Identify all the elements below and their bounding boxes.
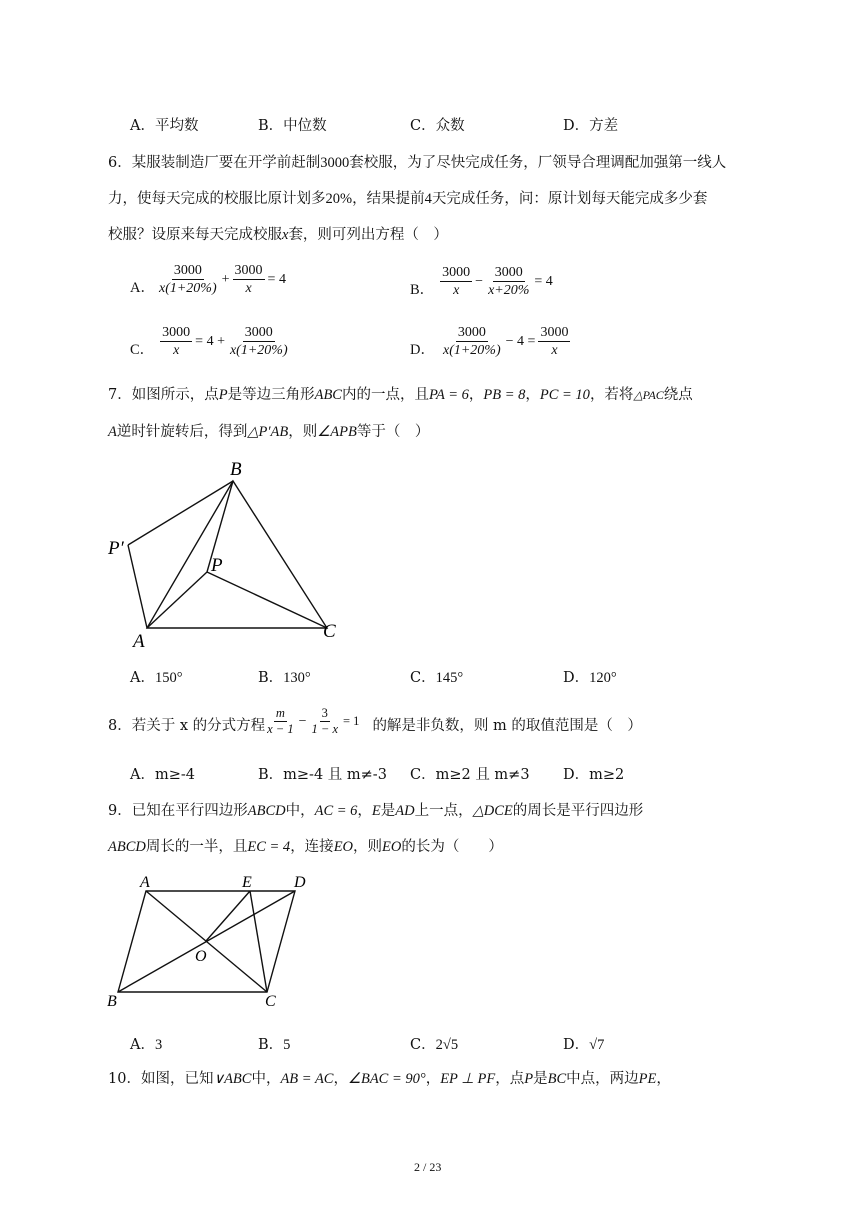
- label-p: P: [211, 555, 223, 576]
- label-a: A: [140, 874, 150, 891]
- label-c: C: [323, 621, 336, 642]
- q7-line-2: A逆时针旋转后，得到△P′AB，则∠APB等于（ ）: [108, 424, 430, 440]
- q9-line-1: 9．已知在平行四边形ABCD中，AC = 6，E是AD上一点，△DCE的周长是平行四边形: [108, 803, 644, 819]
- q8-option-d: D．m≥2: [563, 767, 625, 783]
- segment-ec: [250, 891, 267, 992]
- q7-figure: [100, 455, 350, 655]
- q9-line-2: ABCD周长的一半，且EC = 4，连接EO，则EO的长为（ ）: [108, 839, 503, 855]
- triangle-abc: [147, 481, 327, 628]
- q9-option-c: C．2√5: [410, 1037, 459, 1053]
- q7-option-c: C．145°: [410, 670, 464, 686]
- q6-line-2: 力，使每天完成的校服比原计划多20%，结果提前4天完成任务，问：原计划每天能完成多少套: [108, 191, 708, 207]
- q5-option-c: C．众数: [410, 118, 465, 134]
- label-o: O: [195, 948, 207, 965]
- q9-option-d: D．√7: [563, 1037, 605, 1053]
- q9-option-b: B．5: [258, 1037, 291, 1053]
- segment-eo: [206, 891, 250, 941]
- q8-option-b: B．m≥-4 且 m≠-3: [258, 767, 387, 783]
- label-b: B: [107, 993, 117, 1010]
- label-e: E: [242, 874, 252, 891]
- label-b: B: [230, 459, 242, 480]
- label-d: D: [294, 874, 306, 891]
- q8-line: 8．若关于 x 的分式方程 $\frac{m}{x - 1}$ − $\frac{3}{1 - x}$ = 1 的解是非负数，则 m 的取值范围是（ ）: [108, 706, 642, 736]
- q7-option-b: B．130°: [258, 670, 311, 686]
- q6-option-d: D． $\frac{3000}{x(1+20\%)}$ − 4 = $\frac{3000}{x}$: [410, 325, 569, 358]
- q7-option-a: A．150°: [130, 670, 183, 686]
- q5-option-d: D．方差: [563, 118, 619, 134]
- q8-option-c: C．m≥2 且 m≠3: [410, 767, 530, 783]
- diagonal-bd: [118, 891, 295, 992]
- q9-figure: [100, 868, 320, 1013]
- q6-option-a: A． $\frac{3000}{x(1+20\%)}$ + $\frac{3000}{x}$ = 4: [130, 263, 286, 296]
- q9-option-a: A．3: [130, 1037, 163, 1053]
- q10-line-1: 10．如图，已知∨ABC中，AB = AC，∠BAC = 90°，EP ⊥ PF，点P是BC中点，两边PE，: [108, 1071, 671, 1087]
- page-number: 2 / 23: [414, 1160, 442, 1174]
- q6-line-1: 6．某服装制造厂要在开学前赶制3000套校服，为了尽快完成任务，厂领导合理调配加强第一线人: [108, 155, 727, 171]
- q8-option-a: A．m≥-4: [130, 767, 195, 783]
- label-p-prime: P′: [108, 538, 124, 559]
- q5-option-a: A．平均数: [130, 118, 199, 134]
- label-c: C: [265, 993, 276, 1010]
- q6-option-c: C． $\frac{3000}{x}$ = 4 + $\frac{3000}{x(1+20\%)}$: [130, 325, 288, 358]
- q5-option-b: B．中位数: [258, 118, 327, 134]
- segment-ap: [147, 572, 207, 628]
- q7-line-1: 7．如图所示，点P是等边三角形ABC内的一点，且PA = 6，PB = 8，PC = 10，若将△PAC绕点: [108, 387, 693, 403]
- label-a: A: [133, 631, 145, 652]
- segment-ap1: [128, 545, 147, 628]
- q7-option-d: D．120°: [563, 670, 617, 686]
- q6-line-3: 校服？设原来每天完成校服x套，则可列出方程（ ）: [108, 227, 448, 243]
- q6-option-b: B． $\frac{3000}{x}$ − $\frac{3000}{x+20\%}$ = 4: [410, 265, 553, 298]
